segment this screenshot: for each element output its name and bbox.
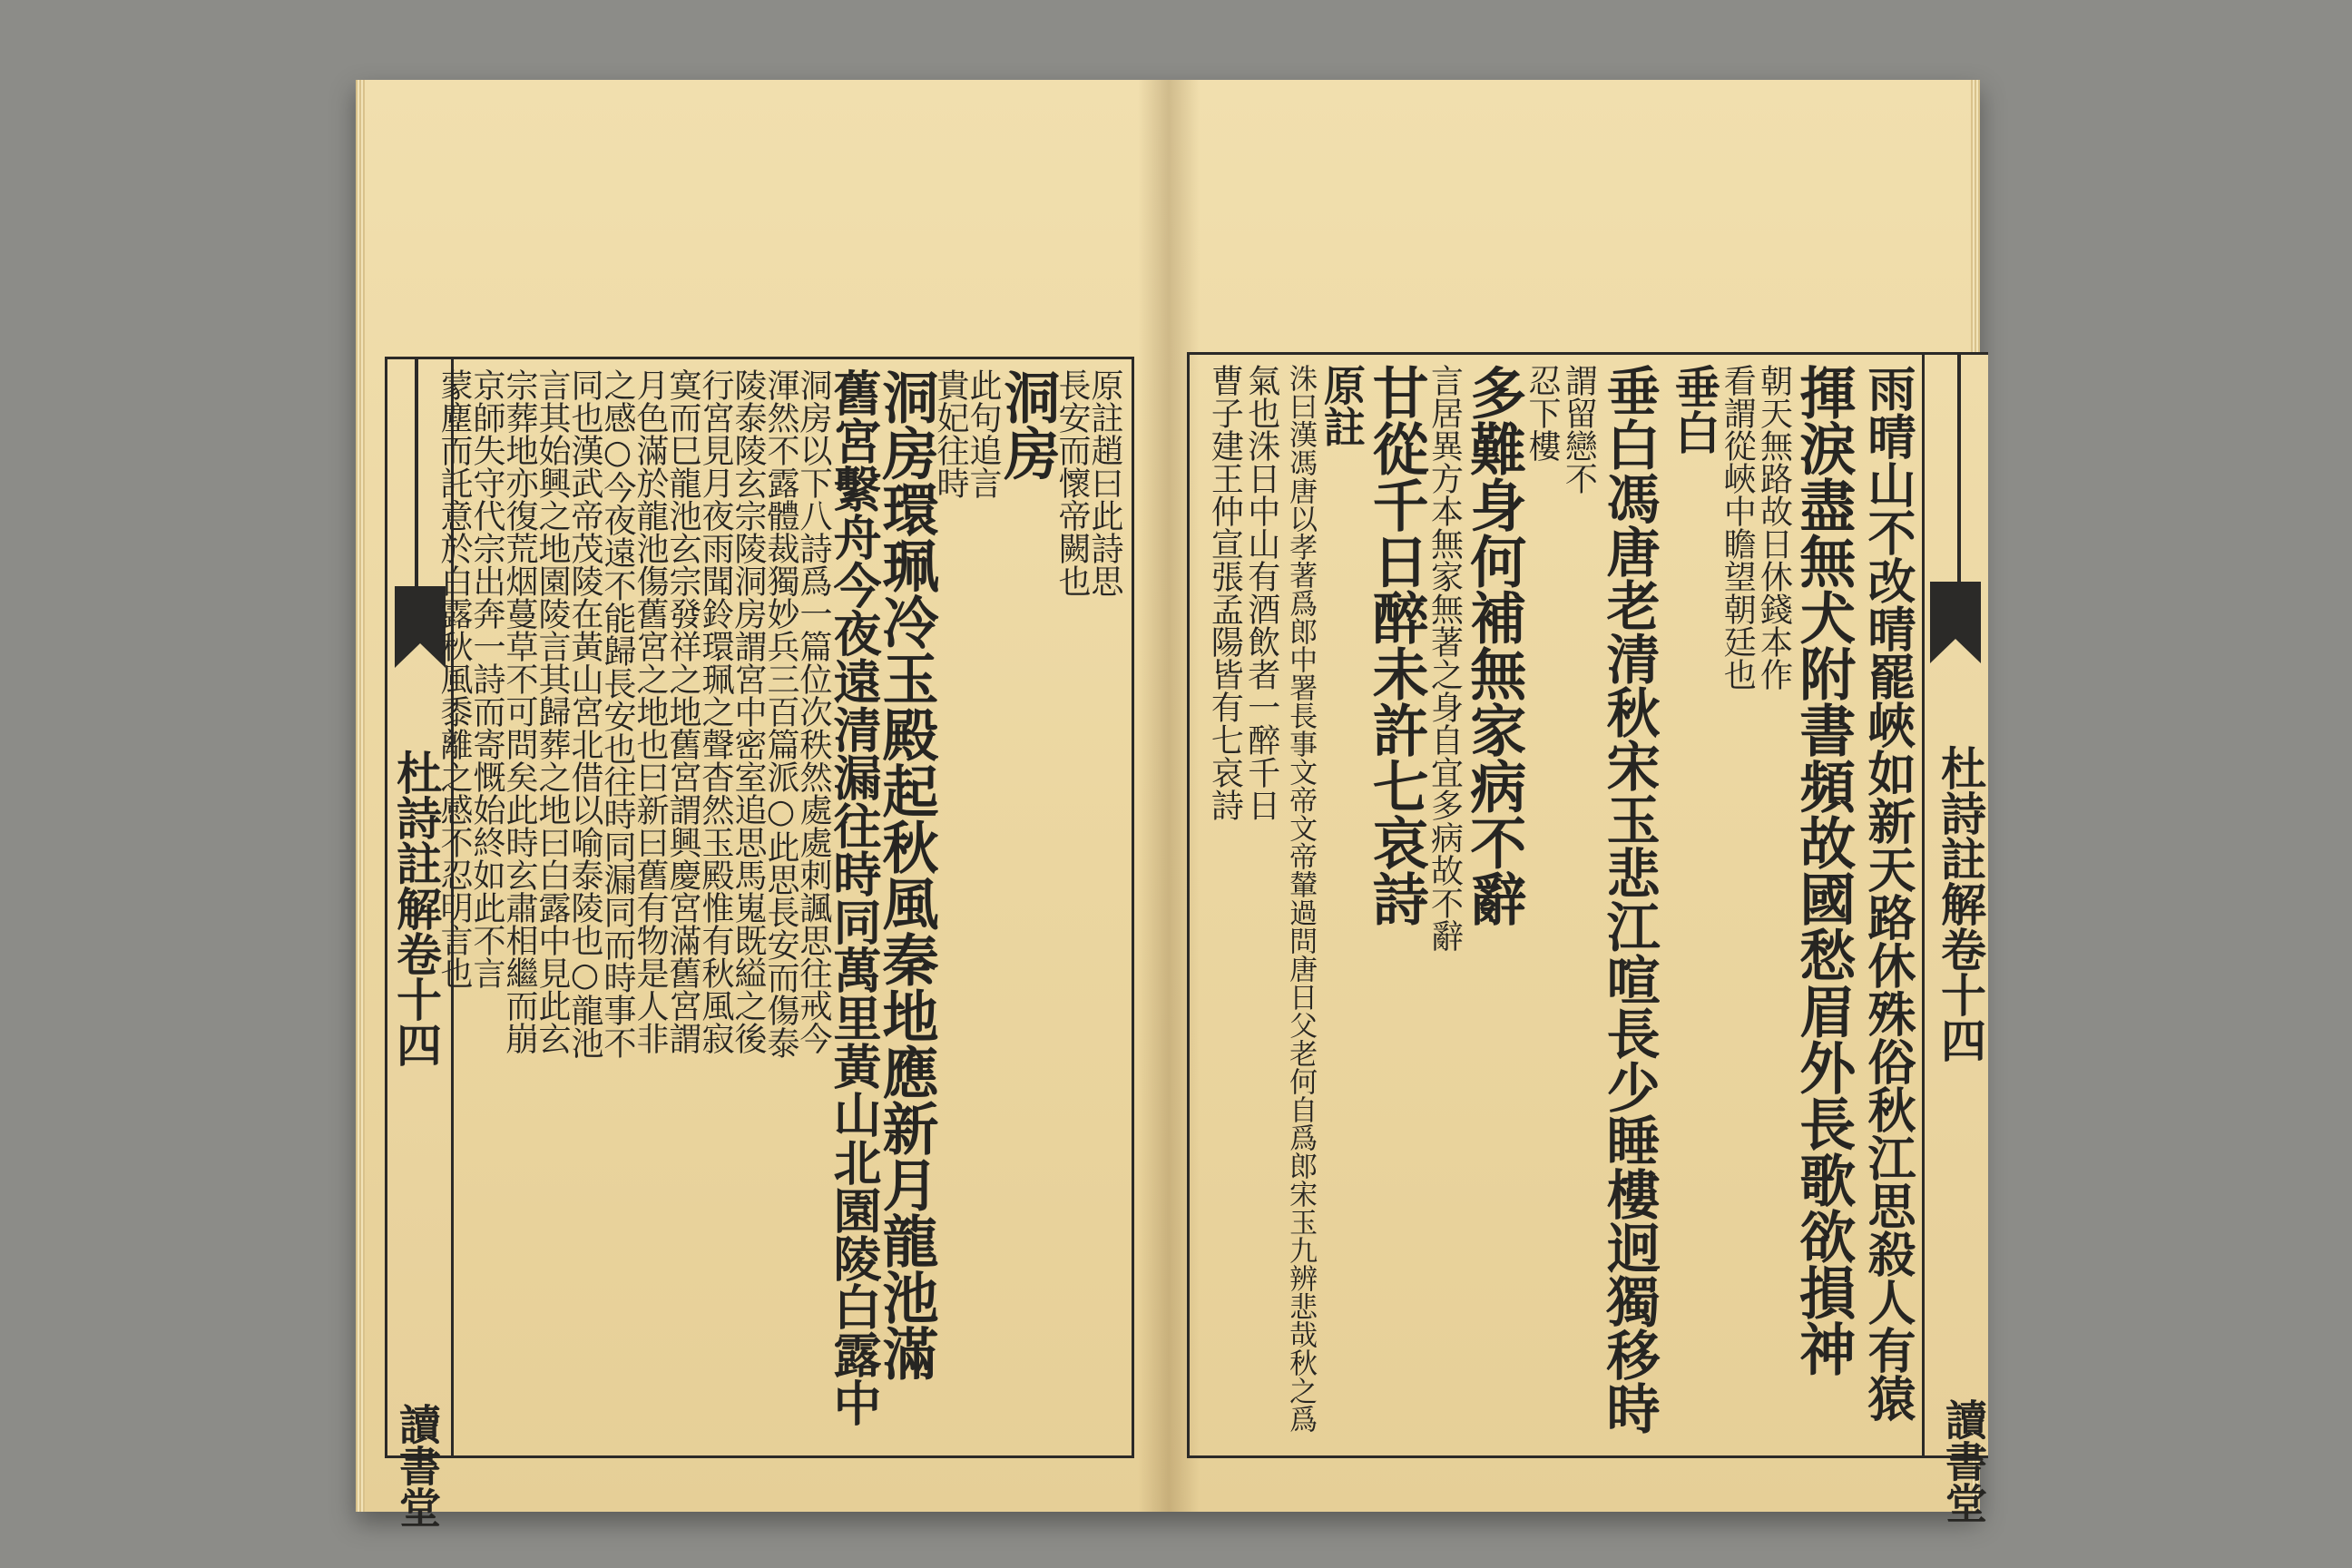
text-column: 舊宮繫舟今夜遠清漏往時同萬里黃山北園陵白露中 [826,368,882,1426]
text-column: 揮淚盡無犬附書頻故國愁眉外長歌欲損神 [1789,364,1857,1377]
text-column: 雨晴山不改晴罷峽如新天路休殊俗秋江思殺人有猿 [1860,364,1916,1422]
left-seam-hall: 讀書堂 [393,1403,442,1528]
text-column: 垂白馮唐老清秋宋玉悲江喧長少睡樓迥獨移時 [1597,364,1661,1435]
text-column: 看謂從峽中瞻望朝廷也 [1719,364,1757,691]
text-column: 同也漢武帝茂陵在黃山宮北借以喻泰陵也○龍池 [566,368,603,1059]
seam-line [1957,355,1961,582]
text-column: 忍下樓 [1524,364,1562,462]
page-edge [356,80,365,1512]
text-column: 京師失守代宗出奔一詩而寄慨始終如此不言 [468,368,505,989]
text-column: 原註趙曰此詩思 [1086,368,1123,597]
text-column: 謂留戀不 [1560,364,1598,495]
text-column: 宗葬地亦復荒烟蔓草不可問矣此時玄肅相繼而崩 [501,368,538,1054]
text-column: 氣也洙日中山有酒飲者一醉千日 [1242,364,1280,821]
text-column: 言居異方本無家無著之身自宜多病故不辭 [1426,364,1464,952]
text-column: 洙曰漢馮唐以孝著爲郎中署長事文帝文帝輦過問唐日父老何自爲郎宋玉九辨悲哉秋之爲 [1284,364,1318,1433]
right-seam-title: 杜詩註解卷十四 [1934,745,1987,1063]
text-column: 蒙塵而託意於白露秋風黍離之感不忍明言也 [436,368,473,989]
text-column: 之感○今夜遠不能歸長安也往時同漏同而時事不 [599,368,636,1059]
left-text-columns [436,368,1123,1448]
text-column: 洞房環珮冷玉殿起秋風秦地應新月龍池滿 [873,368,939,1381]
text-column: 陵泰陵玄宗陵洞房謂宮中密室追思馬嵬既縊之後 [730,368,767,1054]
text-column: 洞房以下八詩爲一篇位次秩然處處刺諷思往戒今 [795,368,832,1054]
right-page [1169,80,1988,1524]
text-column: 言其始興之地園陵言其歸葬之地曰白露中見此玄 [534,368,571,1054]
text-column: 甘從千日醉未許七哀詩 [1363,364,1430,926]
right-text-frame [1187,352,1988,1524]
text-column: 長安而懷帝闕也 [1054,368,1091,597]
fish-tail-mark [1930,582,1981,663]
text-column: 朝天無路故日休錢本作 [1755,364,1793,691]
text-column: 多難身何補無家病不辭 [1460,364,1527,926]
text-column: 垂白 [1667,364,1721,455]
left-page [356,80,1169,1528]
text-column: 此句追言 [965,368,1002,499]
left-seam-title: 杜詩註解卷十四 [389,750,443,1067]
text-column: 行宮見月夜雨聞鈴環珮之聲杳然玉殿惟有秋風寂 [697,368,734,1054]
left-text-frame [385,357,1134,1528]
text-column: 原註 [1317,364,1367,447]
text-column: 洞房 [995,368,1061,481]
book-spread [356,80,1988,1528]
text-column: 寞而巳龍池玄宗發祥之地舊宮謂興慶宮滿舊宮謂 [664,368,701,1054]
text-column: 渾然不露體裁獨妙兵三百篇派○此思長安而傷泰 [762,368,799,1059]
text-column: 曹子建王仲宣張孟陽皆有七哀詩 [1206,364,1244,821]
right-seam-hall: 讀書堂 [1939,1398,1988,1524]
text-column: 貴妃往時 [932,368,969,499]
right-page-seam [1922,355,1988,1524]
text-column: 月色滿於龍池傷舊宮之地也曰新曰舊有物是人非 [632,368,669,1054]
seam-line [415,359,418,586]
right-text-columns [1204,364,1916,1444]
